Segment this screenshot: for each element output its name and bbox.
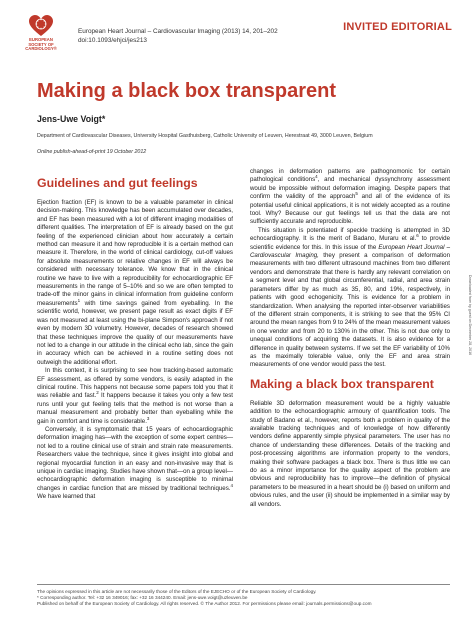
- text: to provide scientific evidence for this. In this issue of the: [250, 235, 450, 251]
- section-heading-black-box: Making a black box transparent: [250, 376, 434, 391]
- paragraph: [250, 227, 450, 370]
- text: , and mechanical dyssynchrony assessment would be impossible without deformation imaging. Despite papers that confirm the validity of the approach: [250, 176, 450, 201]
- doi-text[interactable]: doi:10.1093/ehjci/jes213: [78, 36, 147, 44]
- disclaimer-footnote: The opinions expressed in this article are not necessarily those of the Editors of the EJECHO or of the European Society of Cardiology.: [37, 589, 317, 594]
- text: This situation is potentiated if speckle tracking is attempted in 3D echocardiography. It is the merit of Badano, Muraru et al.: [250, 226, 450, 243]
- author-name: Jens-Uwe Voigt*: [37, 114, 106, 124]
- esc-logo: [22, 14, 60, 52]
- paragraph: [37, 367, 233, 426]
- text: It happens because it takes you only a few test runs until your gut feeling tells that the method is not worse than a manual measurement and probably better than eyeballing while the gain in comfort and time is considerable.: [37, 392, 233, 425]
- download-watermark: Downloaded from by guest on December 28, 2016: [468, 274, 472, 356]
- left-column: [37, 176, 233, 502]
- journal-citation: European Heart Journal – Cardiovascular Imaging (2013) 14, 201–202: [78, 28, 278, 35]
- reference-link[interactable]: 5: [355, 191, 358, 197]
- logo-line1: EUROPEAN: [29, 37, 53, 42]
- text: In this context, it is surprising to see how tracking-based automatic EF assessment, as offered by some vendors, is easily adapted in the clinical routine. This happens not because some papers told you that it was reliable and fast.: [37, 367, 233, 400]
- text: Ejection fraction (EF) is known to be a valuable parameter in clinical decision-making. This knowledge has been accumulated over decades, and EF has been measured with a lot of different imaging modalities of different qualities. The interpretation of EF is already based on the gut feeling of the experienced clinician about how accurately a certain method can measure it and how reproducible it is a certain method can measure it. Therefore, in the world of clinical cardiology, cut-off values for absolute measurements or relative changes in EF will always be considered with necessary tolerance. We know that in the clinical routine we have to live with a reproducibility for echocardiographic EF measurements in the range of 5–10% and so we are often tempted to trade-off the minor gains in clinical information from guideline conform measurements: [37, 199, 233, 307]
- text: We have learned that: [37, 493, 96, 501]
- paragraph: [37, 199, 233, 367]
- reference-link[interactable]: 1: [77, 297, 81, 303]
- footnote-divider: [37, 584, 450, 585]
- logo-line2: SOCIETY OF: [28, 41, 54, 47]
- online-publish-date: Online publish-ahead-of-print 19 October 2012: [37, 149, 147, 155]
- esc-heart-logo-icon: [28, 14, 54, 38]
- text: Conversely, it is symptomatic that 15 years of echocardiographic deformation imaging has—with the exception of some expert centres—not led to a routine clinical use of strain and strain rate measurements. Researchers value the technique, since it gives insight into global and regional myocardial function in an easy and non-invasive way that is unique in cardiac imaging. Studies have shown that—on a group level—echocardiographic deformation imaging is susceptible to minimal changes in cardiac function that are missed by traditional techniques.: [37, 425, 233, 492]
- footnotes: [37, 589, 452, 608]
- reference-link[interactable]: 4: [230, 482, 233, 488]
- reference-link[interactable]: 6: [416, 233, 419, 239]
- text: changes in deformation patterns are pathognomonic for certain pathological conditions: [250, 168, 450, 184]
- section-heading-guidelines: Guidelines and gut feelings: [37, 176, 198, 190]
- text: they present a comparison of deformation measurements with two different ultrasound machines from two different vendors and demonstrate that there is hardly any relevant correlation on a segment level and that global circumferential, radial, and area strain parameters differ by as much as 35, 80, and 19%, respectively, in patients with good echogenicity. This is evidence for a problem in standardization. When analysing the reported inter-observer variabilities of the different strain components, it is striking to see that the 95% CI around the mean ranges from 9 to 24% of the mean measurement values in one vendor and from 20 to 130% in the other. This is not due only to unequal conditions of acquiring the datasets. It is also evidence for a difference in quality between systems. If we set the EF variability of 10% as the maximally tolerable value, only the EF and area strain measurements of one vendor would pass the test.: [250, 252, 451, 369]
- journal-meta: [78, 28, 278, 45]
- logo-line3: CARDIOLOGY®: [25, 46, 57, 52]
- text: Reliable 3D deformation measurement would be a highly valuable addition to the echocardiographic armoury of quantification tools. The study of Badano et al., however, reports both a problem in quality of the available tracking techniques and of knowledge of how differently vendors define apparently simple physical parameters. The user has no chance of understanding these differences. Details of the tracking and post-processing algorithms are information property to the vendors, making their software packages a black box. There is thus little we can do as a minor importance for the quality aspect of the problem are obvious and reproducibility has to improve—the definition of physical parameters to be measured in a heart should be (i) based on uniform and obvious rules, and the user (ii) should be implemented in a similar way by all vendors.: [250, 399, 450, 508]
- author-affiliation: Department of Cardiovascular Diseases, University Hospital Gasthuisberg, Catholic University of Leuven, Herestraat 49, 3000 Leuven, Belgium: [37, 133, 373, 139]
- article-title: Making a black box transparent: [37, 80, 336, 102]
- publication-footnote: Published on behalf of the European Society of Cardiology. All rights reserved. © The Author 2012. For permissions please email: journals.permissions@oup.com: [37, 601, 372, 607]
- right-column: [250, 168, 450, 509]
- text: with time savings gained from eyeballing. In the scientific world, however, we present page result as exact digits if EF was not measured at least using the bi-plane Simpson's approach if not even by modern 3D volumetry. However, decades of research showed that these techniques improve the quality of our measurements have not led to a change in our attitude in the clinical echo lab, since the gain in accuracy which can be achieved in a routine setting does not outweigh the additional effort.: [37, 299, 233, 366]
- paragraph: [250, 400, 450, 509]
- reference-link[interactable]: 3: [146, 415, 150, 421]
- journal-name: European Heart Journal – Cardiovascular Imaging,: [250, 243, 450, 260]
- paragraph: [250, 168, 450, 227]
- reference-link[interactable]: 4: [315, 174, 318, 180]
- paragraph: [37, 426, 233, 502]
- corresponding-author-footnote: * Corresponding author. Tel: +32 16 349016; fax: +32 16 344240. Email: jens-uwe.voigt@uzleuven.be: [37, 595, 248, 601]
- text: and all of the evidence of its potential useful clinical applications, it is not widely accepted as a routine tool. Why? Because our gut feelings tell us that the data are not sufficiently accurate and reproducible.: [250, 193, 450, 226]
- article-type-banner: INVITED EDITORIAL: [343, 21, 452, 33]
- reference-link[interactable]: 2: [96, 390, 99, 396]
